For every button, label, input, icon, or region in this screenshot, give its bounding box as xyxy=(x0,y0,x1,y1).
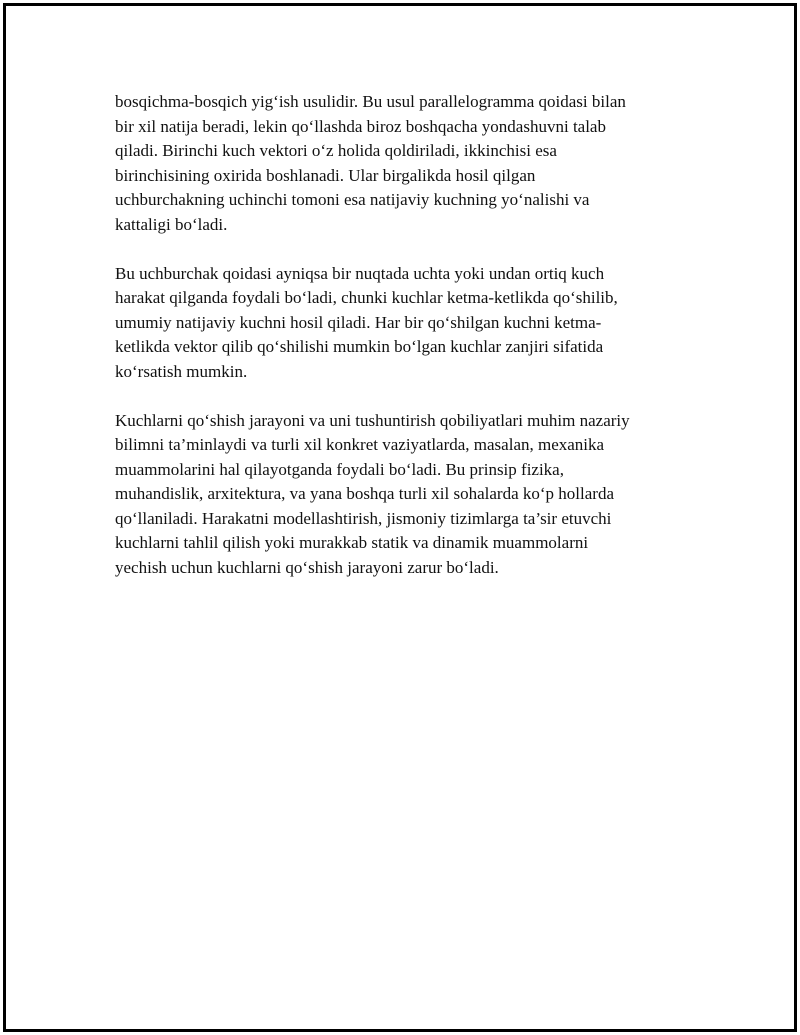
text-line: Bu uchburchak qoidasi ayniqsa bir nuqtada uchta yoki undan ortiq kuch xyxy=(115,263,605,283)
text-line: qo‘llaniladi. Harakatni modellashtirish, jismoniy tizimlarga ta’sir etuvchi xyxy=(115,508,612,528)
text-line: harakat qilganda foydali bo‘ladi, chunki kuchlar ketma-ketlikda qo‘shilib, xyxy=(115,288,618,307)
text-line: kattaligi bo‘ladi. xyxy=(115,214,228,234)
text-line: bilimni ta’minlaydi va turli xil konkret vaziyatlarda, masalan, mexanika xyxy=(115,435,605,454)
text-line: Kuchlarni qo‘shish jarayoni va uni tushuntirish qobiliyatlari muhim nazariy xyxy=(115,410,630,430)
text-line: umumiy natijaviy kuchni hosil qiladi. Har bir qo‘shilgan kuchni ketma- xyxy=(115,312,602,332)
paragraph-3 xyxy=(115,409,695,581)
text-line: kuchlarni tahlil qilish yoki murakkab statik va dinamik muammolarni xyxy=(115,533,589,552)
document-body xyxy=(115,90,695,605)
text-line: bosqichma-bosqich yig‘ish usulidir. Bu usul parallelogramma qoidasi bilan xyxy=(115,92,626,111)
text-line: ko‘rsatish mumkin. xyxy=(115,361,248,381)
paragraph-2 xyxy=(115,262,695,385)
text-line: ketlikda vektor qilib qo‘shilishi mumkin bo‘lgan kuchlar zanjiri sifatida xyxy=(115,337,604,356)
text-line: muammolarini hal qilayotganda foydali bo‘ladi. Bu prinsip fizika, xyxy=(115,459,564,479)
text-line: qiladi. Birinchi kuch vektori o‘z holida qoldiriladi, ikkinchisi esa xyxy=(115,141,557,160)
text-line: bir xil natija beradi, lekin qo‘llashda biroz boshqacha yondashuvni talab xyxy=(115,116,606,136)
text-line: muhandislik, arxitektura, va yana boshqa turli xil sohalarda ko‘p hollarda xyxy=(115,484,615,503)
text-line: uchburchakning uchinchi tomoni esa natijaviy kuchning yo‘nalishi va xyxy=(115,190,590,209)
paragraph-1 xyxy=(115,90,695,237)
text-line: yechish uchun kuchlarni qo‘shish jarayoni zarur bo‘ladi. xyxy=(115,557,499,577)
text-line: birinchisining oxirida boshlanadi. Ular birgalikda hosil qilgan xyxy=(115,165,536,185)
